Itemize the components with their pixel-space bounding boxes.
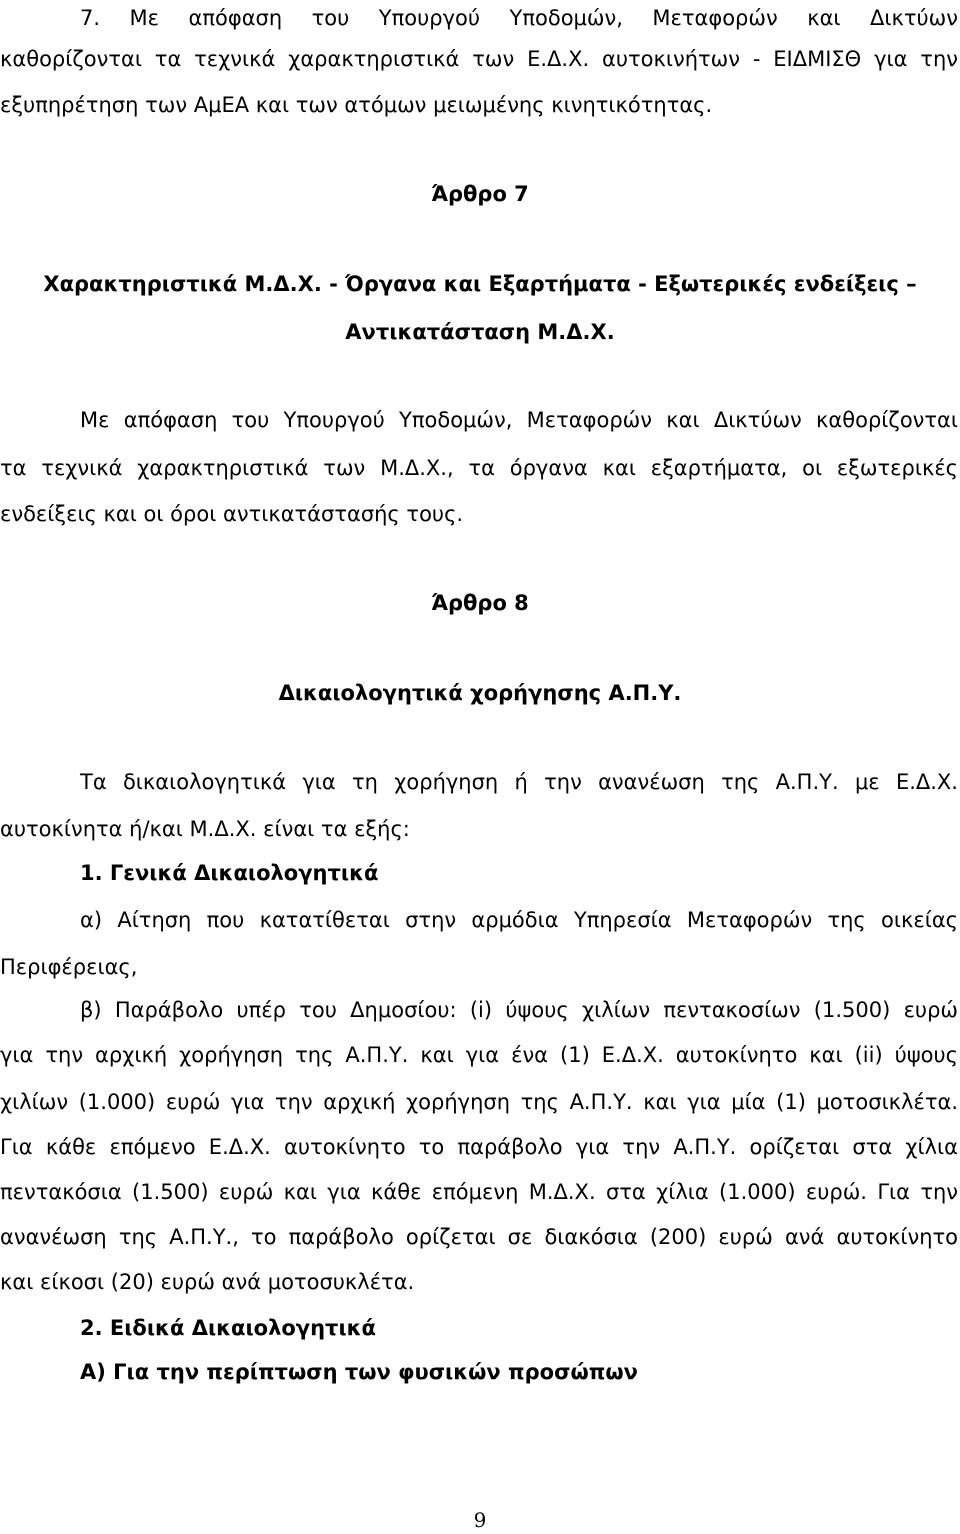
item-b-line2: για την αρχική χορήγηση της Α.Π.Υ. και για ένα (1) Ε.Δ.Χ. αυτοκίνητο και (ii) ύψους [0, 1043, 958, 1067]
special-docs-heading: 2. Ειδικά Δικαιολογητικά [80, 1316, 376, 1340]
item-b-line5: πεντακόσια (1.500) ευρώ και για κάθε επόμενη Μ.Δ.Χ. στα χίλια (1.000) ευρώ. Για την [0, 1180, 958, 1204]
item-b-line6: ανανέωση της Α.Π.Υ., το παράβολο ορίζεται σε διακόσια (200) ευρώ ανά αυτοκίνητο [0, 1225, 958, 1249]
general-docs-heading: 1. Γενικά Δικαιολογητικά [80, 861, 379, 885]
item-a-line2: Περιφέρειας, [0, 955, 138, 979]
article8-intro-line1: Τα δικαιολογητικά για τη χορήγηση ή την ανανέωση της Α.Π.Υ. με Ε.Δ.Χ. [80, 770, 958, 794]
article7-body-line3: ενδείξεις και οι όροι αντικατάστασής τους. [0, 502, 464, 526]
article7-heading: Άρθρο 7 [431, 182, 529, 206]
article7-title-line2: Αντικατάσταση Μ.Δ.Χ. [345, 320, 615, 344]
item-a-line1: α) Αίτηση που κατατίθεται στην αρμόδια Υπηρεσία Μεταφορών της οικείας [80, 908, 958, 932]
article7-body-line2: τα τεχνικά χαρακτηριστικά των Μ.Δ.Χ., τα όργανα και εξαρτήματα, οι εξωτερικές [0, 456, 958, 480]
item-b-line1: β) Παράβολο υπέρ του Δημοσίου: (i) ύψους χιλίων πεντακοσίων (1.500) ευρώ [80, 998, 958, 1022]
special-docs-natural-persons: Α) Για την περίπτωση των φυσικών προσώπων [80, 1360, 638, 1384]
article8-title: Δικαιολογητικά χορήγησης Α.Π.Υ. [278, 681, 682, 705]
item-b-line4: Για κάθε επόμενο Ε.Δ.Χ. αυτοκίνητο το παράβολο για την Α.Π.Υ. ορίζεται στα χίλια [0, 1135, 958, 1159]
item-b-line3: χιλίων (1.000) ευρώ για την αρχική χορήγηση της Α.Π.Υ. και για μία (1) μοτοσικλέτα. [0, 1090, 958, 1114]
item-b-line7: και είκοσι (20) ευρώ ανά μοτοσυκλέτα. [0, 1270, 415, 1294]
item7-line1: 7. Με απόφαση του Υπουργού Υποδομών, Μεταφορών και Δικτύων [80, 6, 958, 30]
article7-title-line1: Χαρακτηριστικά Μ.Δ.Χ. - Όργανα και Εξαρτήματα - Εξωτερικές ενδείξεις – [43, 272, 917, 296]
item7-line2: καθορίζονται τα τεχνικά χαρακτηριστικά των Ε.Δ.Χ. αυτοκινήτων - ΕΙΔΜΙΣΘ για την [0, 47, 958, 71]
item7-line3: εξυπηρέτηση των ΑμΕΑ και των ατόμων μειωμένης κινητικότητας. [0, 93, 713, 117]
article7-body-line1: Με απόφαση του Υπουργού Υποδομών, Μεταφορών και Δικτύων καθορίζονται [80, 408, 958, 432]
article8-intro-line2: αυτοκίνητα ή/και Μ.Δ.Χ. είναι τα εξής: [0, 817, 410, 841]
article8-heading: Άρθρο 8 [431, 591, 529, 615]
page-number: 9 [473, 1508, 487, 1532]
